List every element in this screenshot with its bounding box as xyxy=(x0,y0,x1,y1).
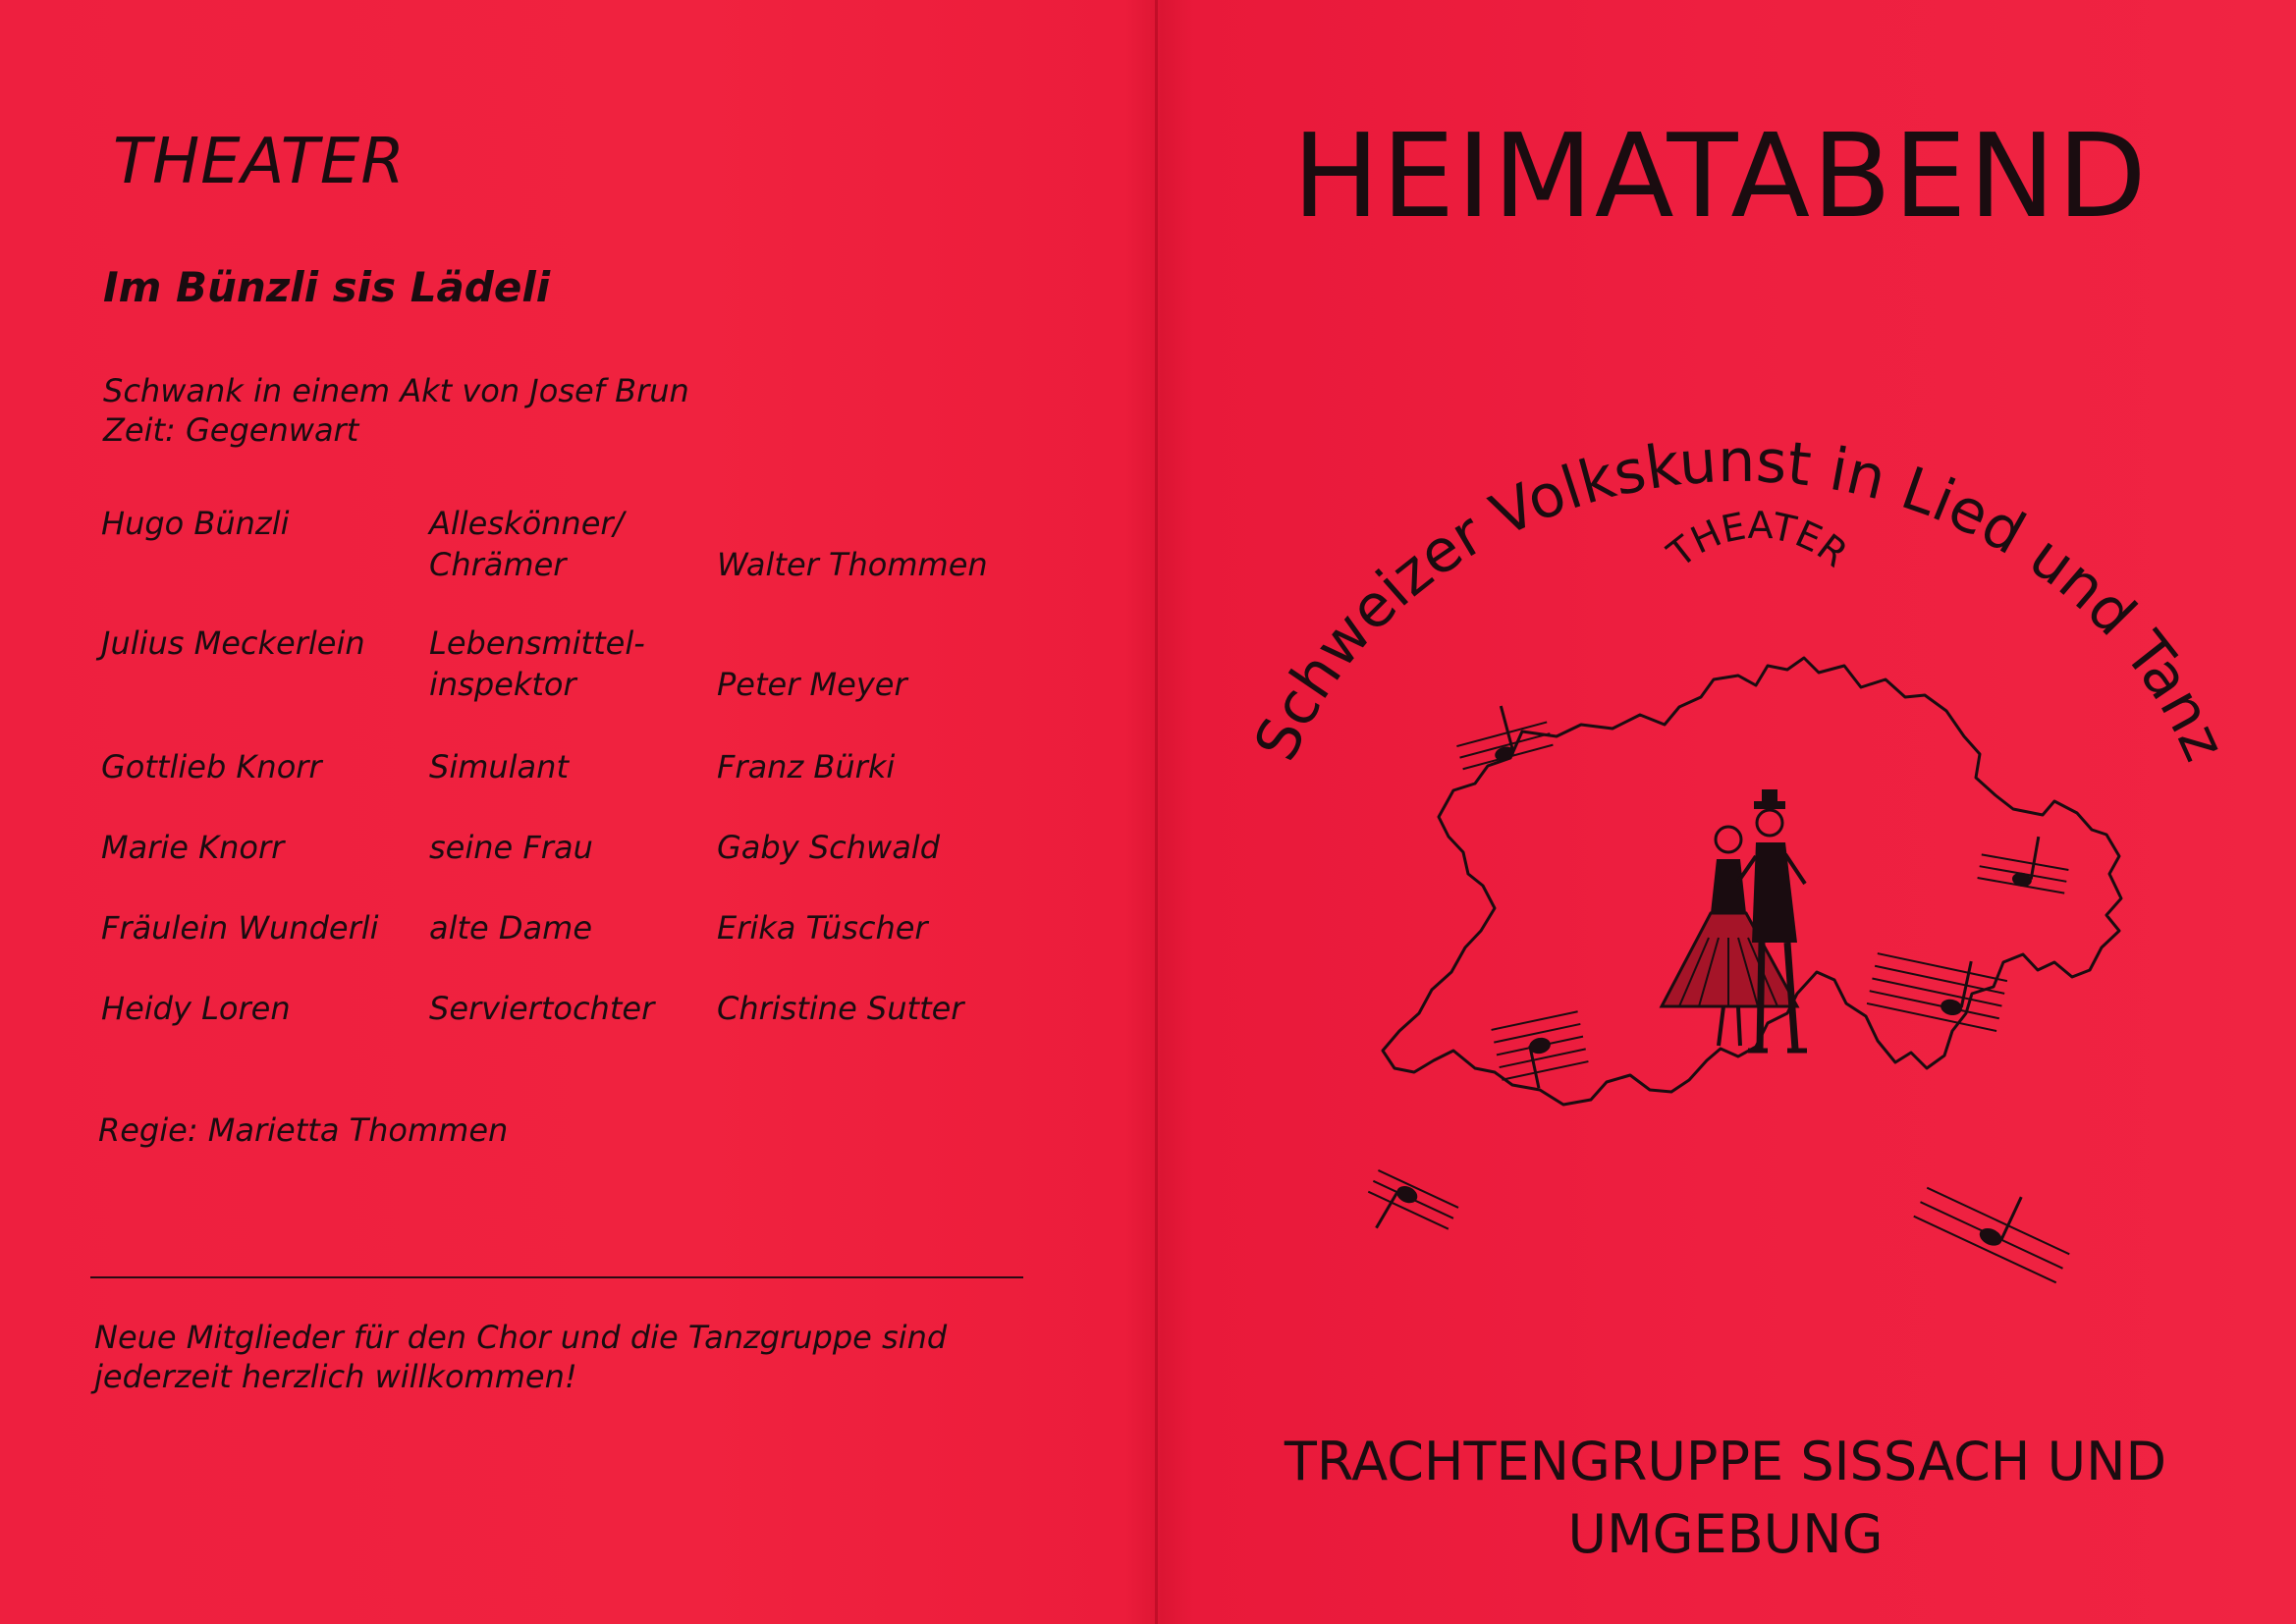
cast-role: Serviertochter xyxy=(429,990,655,1027)
section-heading: THEATER xyxy=(113,126,406,198)
director-credit: Regie: Marietta Thommen xyxy=(98,1111,509,1149)
membership-note xyxy=(94,1318,1076,1396)
cast-actor: Peter Meyer xyxy=(717,666,907,703)
cast-character: Gottlieb Knorr xyxy=(101,748,322,785)
play-title: Im Bünzli sis Lädeli xyxy=(103,263,551,311)
cast-character: Fräulein Wunderli xyxy=(101,909,379,947)
organization-name xyxy=(1155,1426,2296,1571)
play-subtitle: Schwank in einem Akt von Josef Brun xyxy=(103,372,689,409)
note-line: Neue Mitglieder für den Chor und die Tanzgruppe sind xyxy=(94,1319,948,1356)
music-note-icon xyxy=(1356,1170,1458,1256)
cast-actor: Christine Sutter xyxy=(717,990,964,1027)
cast-role: alte Dame xyxy=(429,909,593,947)
event-title: HEIMATABEND xyxy=(1292,108,2149,244)
music-note-icon xyxy=(1914,1160,2083,1283)
cast-actor: Walter Thommen xyxy=(717,546,988,583)
play-time: Zeit: Gegenwart xyxy=(103,411,359,449)
music-note-icon xyxy=(1867,942,2009,1031)
cast-role: Simulant xyxy=(429,748,569,785)
org-line: UMGEBUNG xyxy=(1567,1503,1884,1565)
cast-character: Julius Meckerlein xyxy=(101,624,365,662)
cast-actor: Erika Tüscher xyxy=(717,909,928,947)
cast-character: Heidy Loren xyxy=(101,990,291,1027)
dancing-couple-icon xyxy=(1662,789,1807,1051)
music-note-icon xyxy=(1492,1011,1592,1095)
music-note-icon xyxy=(1977,828,2073,894)
divider xyxy=(90,1276,1023,1278)
fold-line xyxy=(1155,0,1158,1624)
arc-slogan: Schweizer Volkskunst in Lied und Tanz xyxy=(1241,426,2239,771)
cast-actor: Gaby Schwald xyxy=(717,829,940,866)
cast-character: Marie Knorr xyxy=(101,829,285,866)
play-meta xyxy=(103,371,689,450)
cast-character: Hugo Bünzli xyxy=(101,505,290,542)
cast-role: seine Frau xyxy=(429,829,593,866)
org-line: TRACHTENGRUPPE SISSACH UND xyxy=(1284,1431,2167,1492)
cast-role: Lebensmittel- inspektor xyxy=(429,624,645,703)
note-line: jederzeit herzlich willkommen! xyxy=(94,1358,577,1395)
cast-actor: Franz Bürki xyxy=(717,748,896,785)
switzerland-map-icon xyxy=(1383,658,2121,1105)
folk-art-logo xyxy=(1218,412,2249,1296)
arc-theater: THEATER xyxy=(1659,503,1856,576)
cast-role: Alleskönner/ Chrämer xyxy=(429,505,625,583)
